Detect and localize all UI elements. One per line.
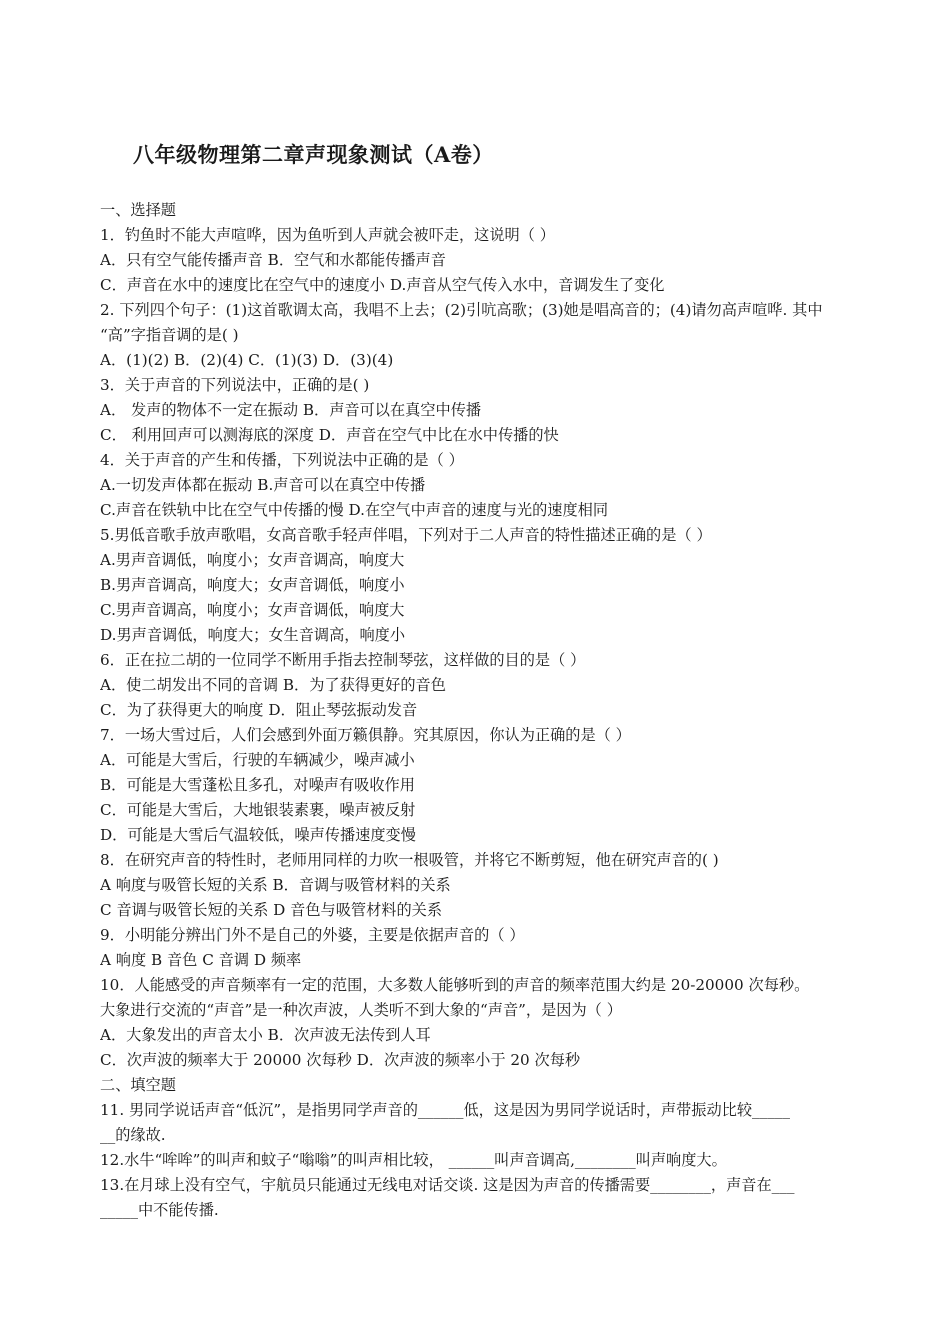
text-line: 11. 男同学说话声音“低沉”，是指男同学声音的______低，这是因为男同学说话时，声带振动比较_____ <box>100 1101 790 1119</box>
text-line: A 响度 B 音色 C 音调 D 频率 <box>100 951 302 969</box>
text-line: “高”字指音调的是( ) <box>100 326 239 344</box>
question-content <box>100 198 860 1223</box>
text-line: 3．关于声音的下列说法中，正确的是( ) <box>100 376 370 394</box>
text-line: 8．在研究声音的特性时，老师用同样的力吹一根吸管，并将它不断剪短，他在研究声音的( ) <box>100 851 719 869</box>
text-line: C.男声音调高，响度小；女声音调低，响度大 <box>100 601 405 619</box>
text-line: A.男声音调低，响度小；女声音调高，响度大 <box>100 551 405 569</box>
text-line: A．只有空气能传播声音 B．空气和水都能传播声音 <box>100 251 446 269</box>
text-line: 9．小明能分辨出门外不是自己的外婆，主要是依据声音的（ ） <box>100 926 525 944</box>
text-line: C． 利用回声可以测海底的深度 D．声音在空气中比在水中传播的快 <box>100 426 559 444</box>
text-line: 大象进行交流的“声音”是一种次声波，人类听不到大象的“声音”，是因为（ ） <box>100 1001 622 1019</box>
text-line: C.声音在铁轨中比在空气中传播的慢 D.在空气中声音的速度与光的速度相同 <box>100 501 609 519</box>
text-line: A．可能是大雪后，行驶的车辆减少，噪声减小 <box>100 751 415 769</box>
text-line: 10．人能感受的声音频率有一定的范围，大多数人能够听到的声音的频率范围大约是 20-20000 次每秒。 <box>100 976 810 994</box>
text-line: C．可能是大雪后，大地银装素裹，噪声被反射 <box>100 801 416 819</box>
text-line: A． 发声的物体不一定在振动 B．声音可以在真空中传播 <box>100 401 482 419</box>
text-line: A．(1)(2) B．(2)(4) C．(1)(3) D．(3)(4) <box>100 351 394 369</box>
text-line: 一、选择题 <box>100 201 176 219</box>
text-line: __的缘故. <box>100 1126 166 1144</box>
text-line: C．为了获得更大的响度 D．阻止琴弦振动发音 <box>100 701 418 719</box>
text-line: 12.水牛“哞哞”的叫声和蚊子“嗡嗡”的叫声相比较， ______叫声音调高,________叫声响度大。 <box>100 1151 727 1169</box>
text-line: _____中不能传播. <box>100 1201 219 1219</box>
text-line: 2. 下列四个句子：(1)这首歌调太高，我唱不上去；(2)引吭高歌；(3)她是唱高音的；(4)请勿高声喧哗. 其中 <box>100 301 823 319</box>
text-line: 1．钓鱼时不能大声喧哗，因为鱼听到人声就会被吓走，这说明（ ） <box>100 226 555 244</box>
text-line: 6．正在拉二胡的一位同学不断用手指去控制琴弦，这样做的目的是（ ） <box>100 651 586 669</box>
text-line: 7．一场大雪过后，人们会感到外面万籁俱静。究其原因，你认为正确的是（ ） <box>100 726 631 744</box>
text-line: A．使二胡发出不同的音调 B．为了获得更好的音色 <box>100 676 446 694</box>
text-line: A 响度与吸管长短的关系 B．音调与吸管材料的关系 <box>100 876 451 894</box>
text-line: B．可能是大雪蓬松且多孔，对噪声有吸收作用 <box>100 776 415 794</box>
text-line: 13.在月球上没有空气，宇航员只能通过无线电对话交谈. 这是因为声音的传播需要________，声音在___ <box>100 1176 795 1194</box>
text-line: A．大象发出的声音太小 B．次声波无法传到人耳 <box>100 1026 431 1044</box>
text-line: D.男声音调低，响度大；女生音调高，响度小 <box>100 626 406 644</box>
text-line: A.一切发声体都在振动 B.声音可以在真空中传播 <box>100 476 426 494</box>
text-line: C．次声波的频率大于 20000 次每秒 D．次声波的频率小于 20 次每秒 <box>100 1051 581 1069</box>
text-line: C．声音在水中的速度比在空气中的速度小 D.声音从空气传入水中，音调发生了变化 <box>100 276 665 294</box>
text-line: 5.男低音歌手放声歌唱，女高音歌手轻声伴唱，下列对于二人声音的特性描述正确的是（ ） <box>100 526 712 544</box>
text-line: D．可能是大雪后气温较低，噪声传播速度变慢 <box>100 826 416 844</box>
text-line: B.男声音调高，响度大；女声音调低，响度小 <box>100 576 405 594</box>
text-line: 4．关于声音的产生和传播，下列说法中正确的是（ ） <box>100 451 464 469</box>
text-line: C 音调与吸管长短的关系 D 音色与吸管材料的关系 <box>100 901 443 919</box>
page-title: 八年级物理第二章声现象测试（A卷） <box>133 142 494 167</box>
text-line: 二、填空题 <box>100 1076 176 1094</box>
